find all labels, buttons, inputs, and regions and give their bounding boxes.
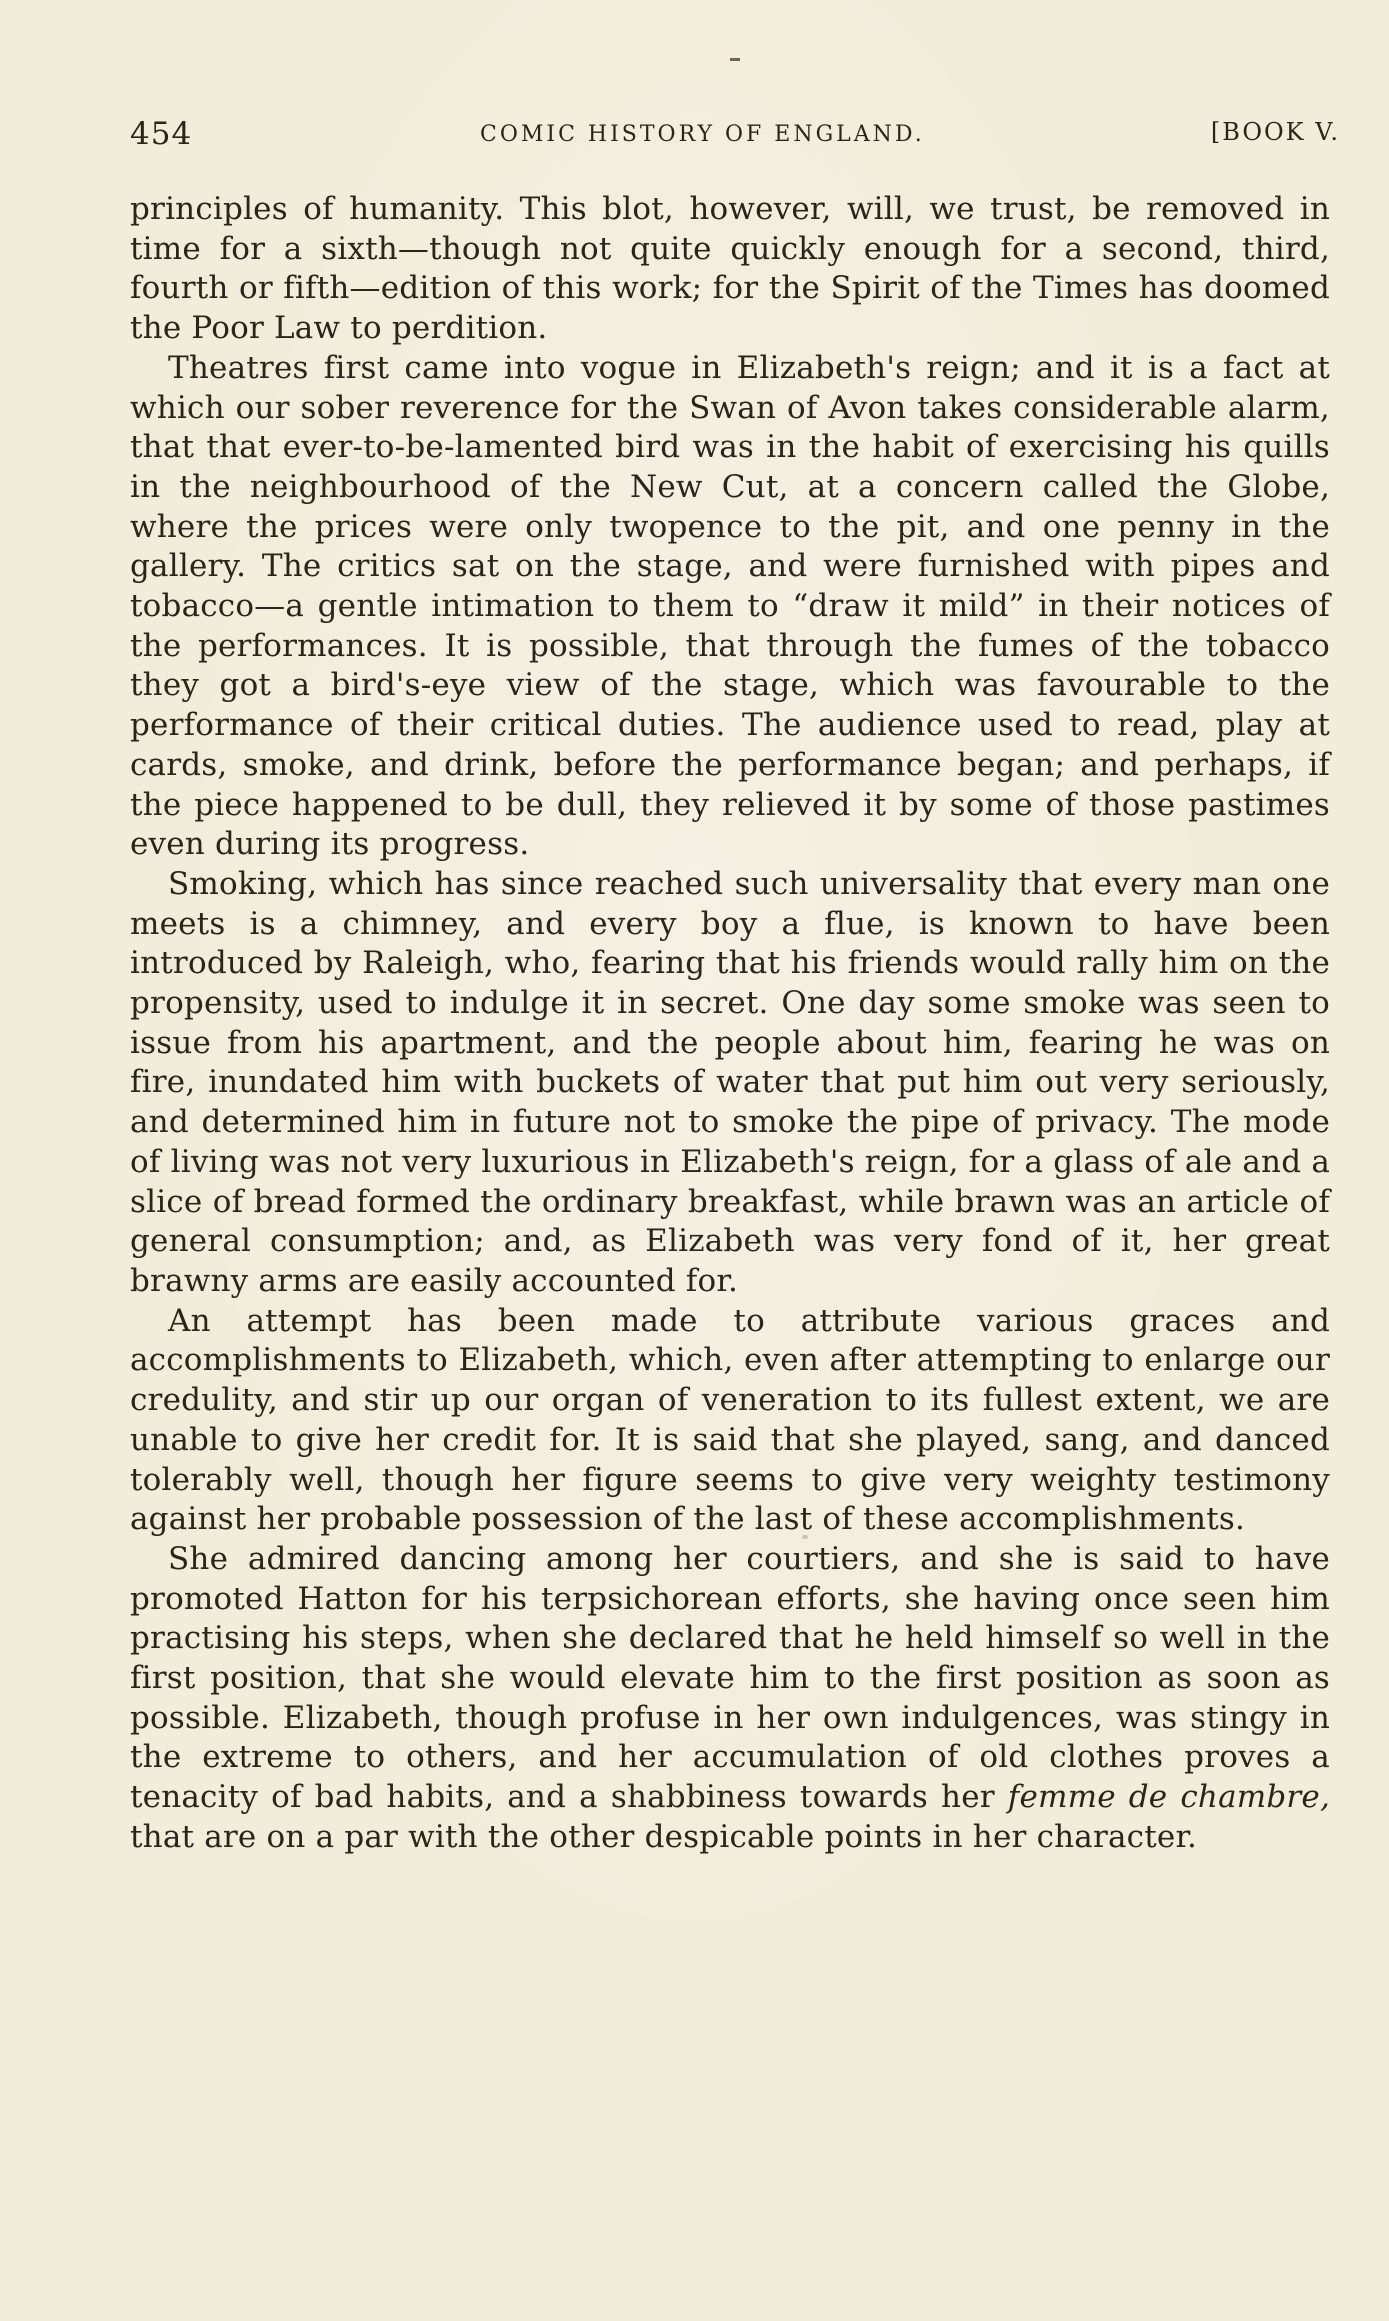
paragraph-5-text-after: that are on a par with the other despicable points in her character. [130, 1818, 1198, 1855]
paper-blemish [802, 1535, 808, 1539]
paragraph-4: An attempt has been made to attribute various graces and accomplishments to Elizabeth, which, even after attempting to enlarge our credulity, and stir up our organ of veneration to its fullest extent, we are unable to give her credit for. It is said that she played, sang, and danced tolerably well, though her figure seems to give very weighty testimony against her probable possession of the last of these accomplishments. [130, 1302, 1330, 1538]
paragraph-5 [130, 1540, 1330, 1858]
paragraph-2: Theatres first came into vogue in Elizabeth's reign; and it is a fact at which our sober reverence for the Swan of Avon takes considerable alarm, that that ever-to-be-lamented bird was in the habit of exercising his quills in the neighbourhood of the New Cut, at a concern called the Globe, where the prices were only twopence to the pit, and one penny in the gallery. The critics sat on the stage, and were furnished with pipes and tobacco—a gentle intimation to them to “draw it mild” in their notices of the performances. It is possible, that through the fumes of the tobacco they got a bird's-eye view of the stage, which was favourable to the performance of their critical duties. The audience used to read, play at cards, smoke, and drink, before the performance began; and perhaps, if the piece happened to be dull, they relieved it by some of those pastimes even during its progress. [130, 349, 1330, 863]
body-text [130, 190, 1330, 1858]
page-number: 454 [130, 116, 193, 152]
running-title: COMIC HISTORY OF ENGLAND. [480, 122, 925, 147]
paragraph-5-italic: femme de chambre, [1007, 1779, 1331, 1816]
paragraph-1: principles of humanity. This blot, however, will, we trust, be removed in time for a sixth—though not quite quickly enough for a second, third, fourth or fifth—edition of this work; for the Spirit of the Times has doomed the Poor Law to perdition. [130, 191, 1330, 347]
print-mark [730, 58, 740, 61]
book-label: [BOOK V. [1210, 118, 1340, 146]
paragraph-3: Smoking, which has since reached such universality that every man one meets is a chimney, and every boy a flue, is known to have been introduced by Raleigh, who, fearing that his friends would rally him on the propensity, used to indulge it in secret. One day some smoke was seen to issue from his apartment, and the people about him, fearing he was on fire, inundated him with buckets of water that put him out very seriously, and determined him in future not to smoke the pipe of privacy. The mode of living was not very luxurious in Elizabeth's reign, for a glass of ale and a slice of bread formed the ordinary breakfast, while brawn was an article of general consumption; and, as Elizabeth was very fond of it, her great brawny arms are easily accounted for. [130, 865, 1330, 1299]
running-head [130, 116, 1340, 156]
paragraph-5-text-before: She admired dancing among her courtiers, and she is said to have promoted Hatton for his terpsichorean efforts, she having once seen him practising his steps, when she declared that he held himself so well in the first position, that she would elevate him to the first position as soon as possible. Elizabeth, though profuse in her own indulgences, was stingy in the extreme to others, and her accumulation of old clothes proves a tenacity of bad habits, and a shabbiness towards her [130, 1540, 1330, 1816]
